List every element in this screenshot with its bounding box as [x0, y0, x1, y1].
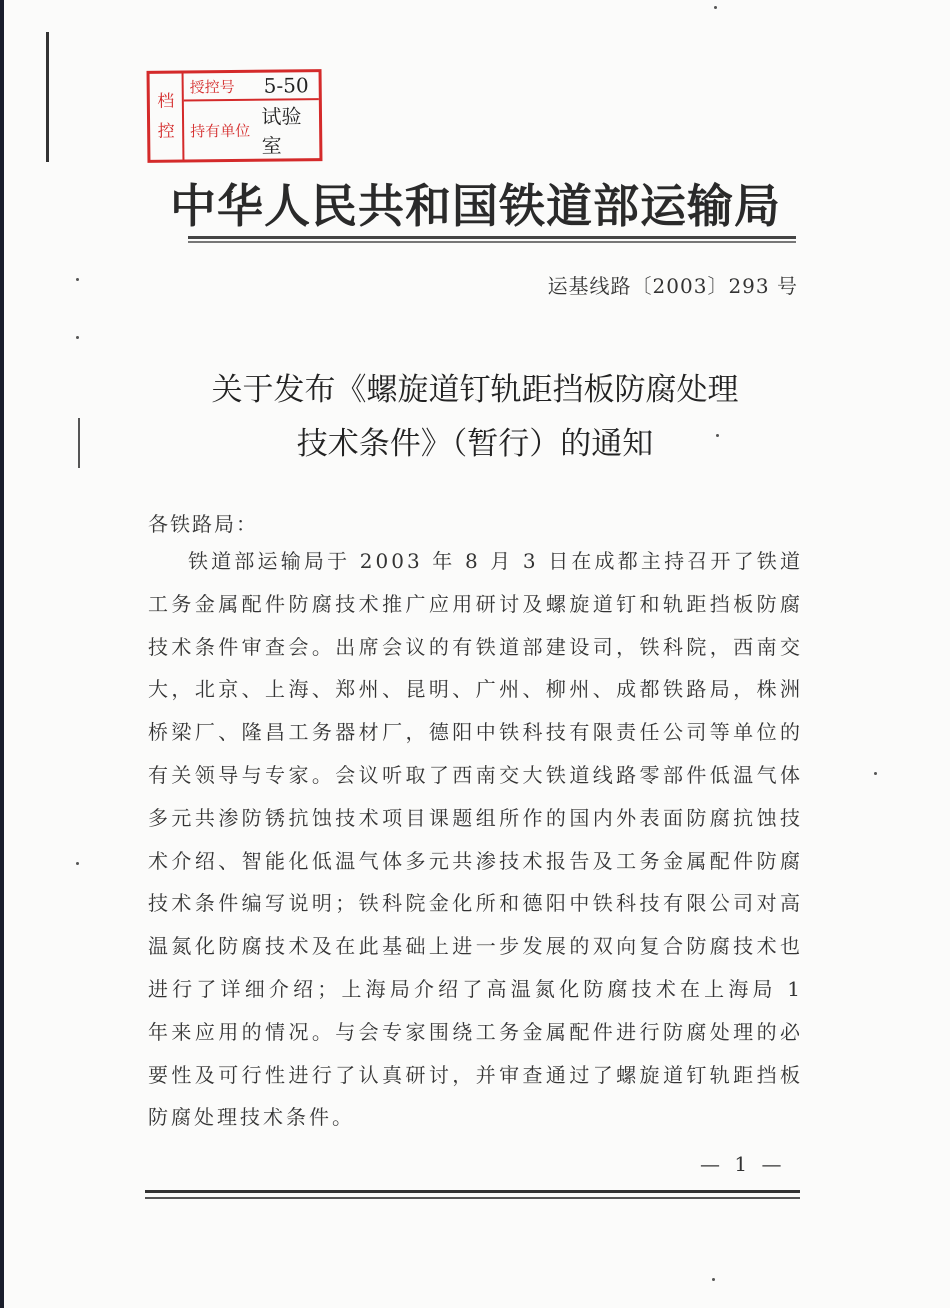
stamp-value: 5-50 — [263, 73, 309, 98]
stamp-value: 试验室 — [261, 104, 302, 158]
stamp-side-char: 控 — [157, 121, 175, 142]
page-number: — 1 — — [700, 1152, 786, 1176]
binding-mark — [78, 418, 80, 468]
stamp-row-control-number — [184, 72, 319, 99]
control-stamp — [147, 69, 323, 163]
footer-rule — [145, 1190, 800, 1199]
body-paragraph: 铁道部运输局于 2003 年 8 月 3 日在成都主持召开了铁道工务金属配件防腐技术推广应用研讨及螺旋道钉和轨距挡板防腐技术条件审查会。出席会议的有铁道部建设司，铁科院，西南交大，北京、上海、郑州、昆明、广州、柳州、成都铁路局，株洲桥梁厂、隆昌工务器材厂，德阳中铁科技有限责任公司等单位的有关领导与专家。会议听取了西南交大铁道线路零部件低温气体多元共渗防锈抗蚀技术项目课题组所作的国内外表面防腐抗蚀技术介绍、智能化低温气体多元共渗技术报告及工务金属配件防腐技术条件编写说明；铁科院金化所和德阳中铁科技有限公司对高温氮化防腐技术及在此基础上进一步发展的双向复合防腐技术也进行了详细介绍；上海局介绍了高温氮化防腐技术在上海局 1 年来应用的情况。与会专家围绕工务金属配件进行防腐处理的必要性及可行性进行了认真研讨，并审查通过了螺旋道钉轨距挡板防腐处理技术条件。 — [148, 549, 803, 1130]
binding-mark — [46, 32, 49, 162]
letterhead-title: 中华人民共和国铁道部运输局 — [170, 179, 781, 233]
stamp-fields — [184, 72, 320, 159]
document-number: 运基线路〔2003〕293 号 — [547, 274, 798, 298]
scan-speck — [714, 6, 717, 9]
stamp-side-label — [150, 74, 185, 160]
scan-speck — [874, 772, 877, 775]
scan-speck — [76, 862, 79, 865]
title-line: 技术条件》（暂行）的通知 — [296, 426, 654, 462]
salutation: 各铁路局： — [148, 512, 258, 536]
stamp-row-holder — [184, 98, 320, 159]
stamp-label: 授控号 — [189, 77, 235, 96]
scan-speck — [76, 278, 79, 281]
scan-edge — [0, 0, 4, 1308]
document-title — [150, 363, 800, 471]
letterhead-rule — [188, 236, 796, 243]
stamp-label: 持有单位 — [190, 121, 251, 140]
stamp-side-char: 档 — [157, 91, 175, 112]
scan-speck — [712, 1278, 715, 1281]
title-line: 关于发布《螺旋道钉轨距挡板防腐处理 — [211, 372, 739, 408]
scan-speck — [76, 336, 79, 339]
